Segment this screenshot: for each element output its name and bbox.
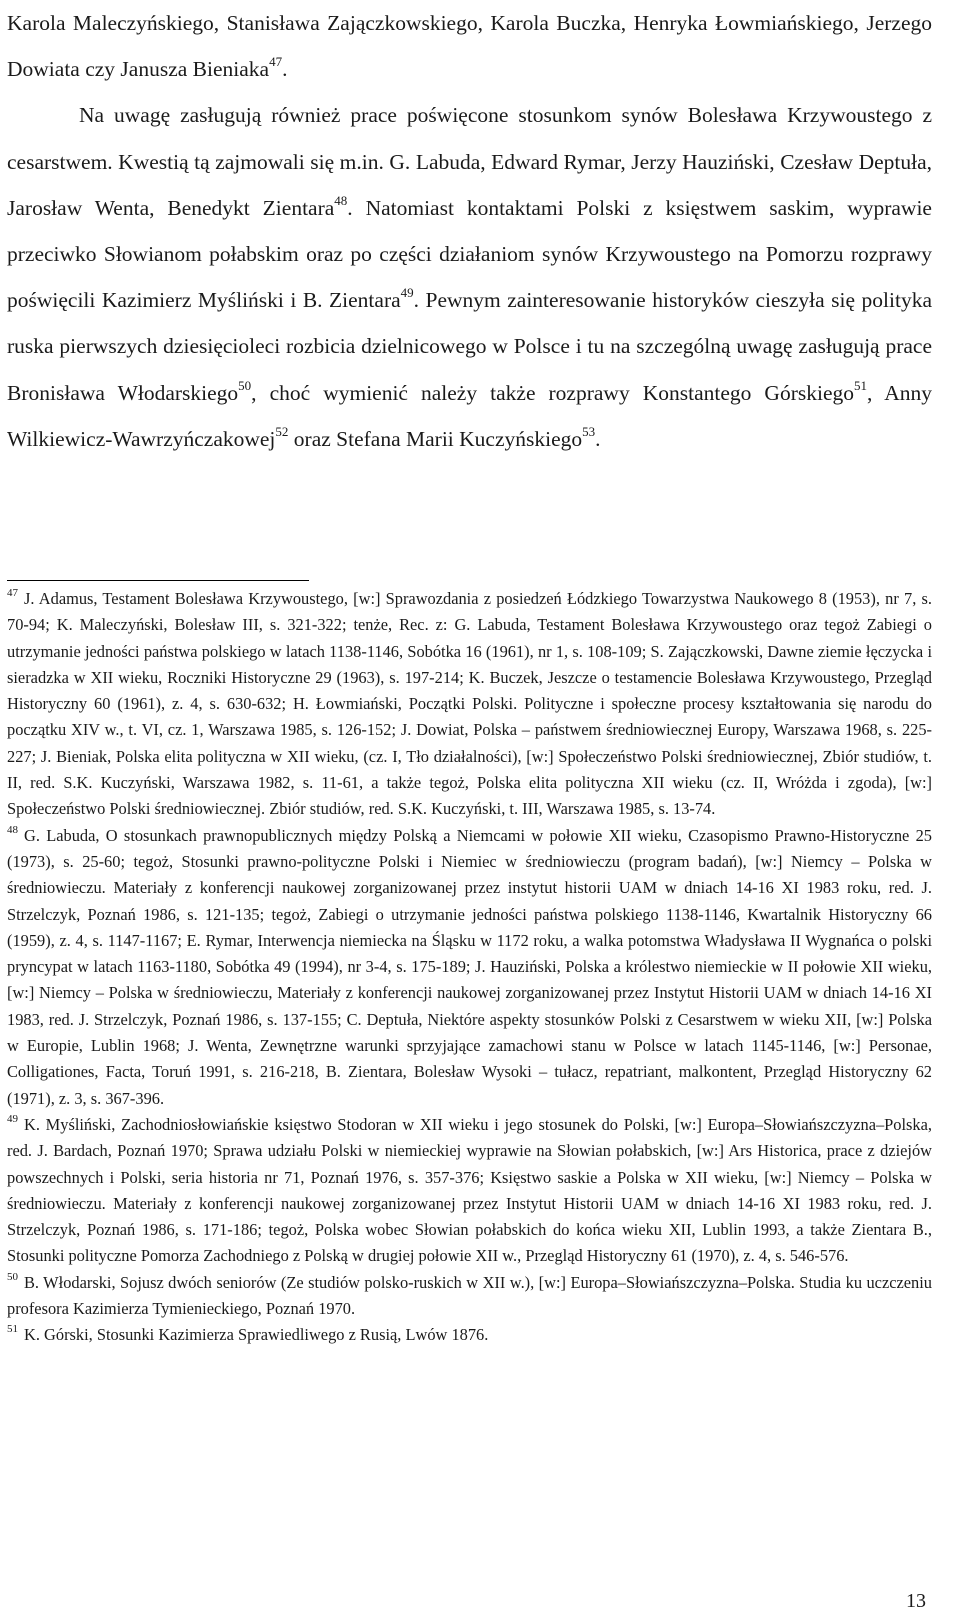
footnote-48: [7, 823, 932, 1112]
footnote-51: [7, 1322, 932, 1348]
footnote-text: G. Labuda, O stosunkach prawnopublicznych między Polską a Niemcami w połowie XII wieku, Czasopismo Prawno-Historyczne 25 (1973), s. 25-60; tegoż, Stosunki prawno-polityczne Polski i Niemiec w średniowieczu (program badań), [w:] Niemcy – Polska w średniowieczu. Materiały z konferencji naukowej zorganizowanej przez instytut historii UAM w dniach 14-16 XI 1983 roku, red. J. Strzelczyk, Poznań 1986, s. 121-135; tegoż, Zabiegi o utrzymanie jedności państwa polskiego 1138-1146, Kwartalnik Historyczny 66 (1959), z. 4, s. 1147-1167; E. Rymar, Interwencja niemiecka na Śląsku w 1172 roku, a walka potomstwa Władysława II Wygnańca o polski pryncypat w latach 1163-1180, Sobótka 49 (1994), nr 3-4, s. 175-189; J. Hauziński, Polska a królestwo niemieckie w II połowie XII wieku, [w:] Niemcy – Polska w średniowieczu, Materiały z konferencji naukowej zorganizowanej przez Instytut Historii UAM w dniach 14-16 XI 1983, red. J. Strzelczyk, Poznań 1986, s. 137-155; C. Deptuła, Niektóre aspekty stosunków Polski z Cesarstwem w wieku XII, [w:] Polska w Europie, Lublin 1968; J. Wenta, Zewnętrzne warunki sprzyjające zamachowi stanu w Polsce w latach 1145-1146, [w:] Personae, Colligationes, Facta, Toruń 1991, s. 216-218, B. Zientara, Bolesław Wysoki – tułacz, repatriant, malkontent, Przegląd Historyczny 62 (1971), z. 3, s. 367-396.: [7, 825, 932, 1108]
footnote-number: 50: [7, 1270, 18, 1283]
footnote-ref-52: 52: [275, 423, 289, 439]
footnote-number: 48: [7, 823, 18, 836]
footnote-number: 47: [7, 587, 18, 599]
footnote-47: [7, 586, 932, 823]
footnote-50: [7, 1270, 932, 1323]
page: [7, 0, 932, 462]
footnote-ref-48: 48: [334, 192, 348, 208]
footnote-separator: [7, 580, 309, 581]
footnote-number: 49: [7, 1112, 18, 1125]
footnote-number: 51: [7, 1323, 18, 1336]
footnote-ref-49: 49: [400, 285, 414, 301]
footnotes: [7, 586, 932, 1349]
footnote-text: J. Adamus, Testament Bolesława Krzywoustego, [w:] Sprawozdania z posiedzeń Łódzkiego Towarzystwa Naukowego 8 (1953), nr 7, s. 70-94; K. Maleczyński, Bolesław III, s. 321-322; tenże, Rec. z: G. Labuda, Testament Bolesława Krzywoustego oraz tegoż Zabiegi o utrzymanie jedności państwa polskiego w latach 1138-1146, Sobótka 16 (1961), nr 1, s. 108-109; S. Zajączkowski, Dawne ziemie łęczycka i sieradzka w XII wieku, Roczniki Historyczne 29 (1963), s. 197-214; K. Buczek, Jeszcze o testamencie Bolesława Krzywoustego, Przegląd Historyczny 60 (1961), z. 4, s. 630-632; H. Łowmiański, Początki Polski. Polityczne i społeczne procesy kształtowania się narodu do początku XIV w., t. VI, cz. 1, Warszawa 1985, s. 126-152; J. Dowiat, Polska – państwem średniowiecznej Europy, Warszawa 1968, s. 225-227; J. Bieniak, Polska elita polityczna w XII wieku, (cz. I, Tło działalności), [w:] Społeczeństwo Polski średniowiecznej, Zbiór studiów, t. II, red. S.K. Kuczyński, Warszawa 1982, s. 11-61, a także tegoż, Polska elita polityczna XII wieku (cz. II, Wróżda i zgoda), [w:] Społeczeństwo Polski średniowiecznej. Zbiór studiów, red. S.K. Kuczyński, t. III, Warszawa 1985, s. 13-74.: [7, 589, 932, 819]
footnote-ref-50: 50: [238, 377, 252, 393]
footnote-text: K. Myśliński, Zachodniosłowiańskie księstwo Stodoran w XII wieku i jego stosunek do Polski, [w:] Europa–Słowiańszczyzna–Polska, red. J. Bardach, Poznań 1970; Sprawa udziału Polski w niemieckiej wyprawie na Słowian połabskich, [w:] Ars Historica, prace z dziejów powszechnych i Polski, seria historia nr 71, Poznań 1976, s. 357-376; Księstwo saskie a Polska w XII wieku, [w:] Niemcy – Polska w średniowieczu. Materiały z konferencji naukowej zorganizowanej przez Instytut Historii UAM w dniach 14-16 XI 1983 roku, red. J. Strzelczyk, Poznań 1986, s. 171-186; tegoż, Polska wobec Słowian połabskich do końca wieku XII, Lublin 1993, a także Zientara B., Stosunki polityczne Pomorza Zachodniego z Polską w drugiej połowie XII w., Przegląd Historyczny 61 (1970), z. 4, s. 546-576.: [7, 1114, 932, 1266]
page-number: 13: [906, 1590, 926, 1612]
footnote-text: K. Górski, Stosunki Kazimierza Sprawiedliwego z Rusią, Lwów 1876.: [24, 1325, 489, 1345]
paragraph-2: Na uwagę zasługują również prace poświęcone stosunkom synów Bolesława Krzywoustego z cesarstwem. Kwestią tą zajmowali się m.in. G. Labuda, Edward Rymar, Jerzy Hauziński, Czesław Deptuła, Jarosław Wenta, Benedykt Zientara$^{48}$. Natomiast kontaktami Polski z księstwem saskim, wyprawie przeciwko Słowianom połabskim oraz po części działaniom synów Krzywoustego na Pomorzu rozprawy poświęcili Kazimierz Myśliński i B. Zientara$^{49}$. Pewnym zainteresowanie historyków cieszyła się polityka ruska pierwszych dziesięcioleci rozbicia dzielnicowego w Polsce i tu na szczególną uwagę zasługują prace Bronisława Włodarskiego$^{50}$, choć wymienić należy także rozprawy Konstantego Górskiego$^{51}$, Anny Wilkiewicz-Wawrzyńczakowej$^{52}$ oraz Stefana Marii Kuczyńskiego$^{53}$.: [7, 103, 933, 451]
footnote-ref-47: 47: [269, 54, 283, 70]
footnote-text: B. Włodarski, Sojusz dwóch seniorów (Ze studiów polsko-ruskich w XII w.), [w:] Europa–Słowiańszczyzna–Polska. Studia ku uczczeniu profesora Kazimierza Tymienieckiego, Poznań 1970.: [7, 1272, 932, 1319]
footnote-ref-51: 51: [854, 377, 868, 393]
paragraph-1: Karola Maleczyńskiego, Stanisława Zajączkowskiego, Karola Buczka, Henryka Łowmiańskiego, Jerzego Dowiata czy Janusza Bieniaka$^{47}$.: [7, 11, 932, 82]
main-text: [7, 0, 932, 462]
footnote-49: [7, 1112, 932, 1270]
footnote-ref-53: 53: [582, 423, 596, 439]
